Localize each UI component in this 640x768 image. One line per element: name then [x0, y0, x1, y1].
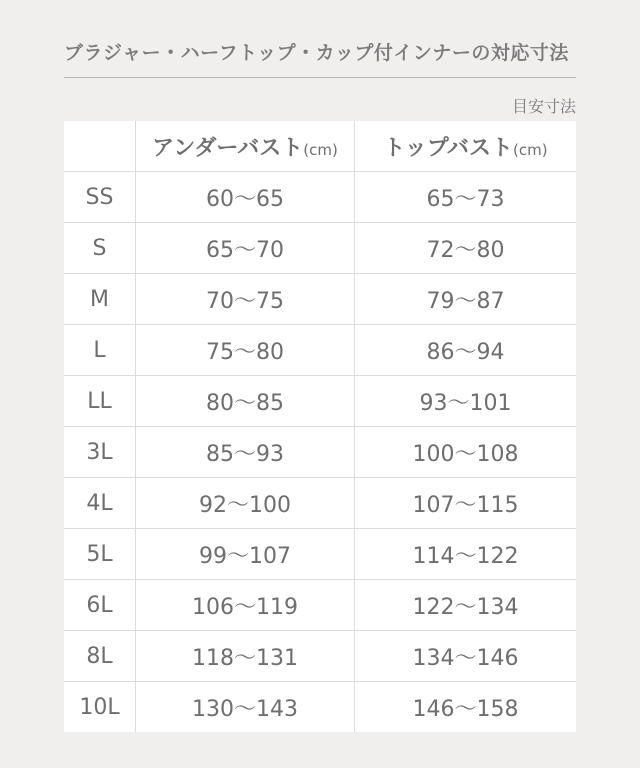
header-top-bust — [355, 121, 577, 172]
under-bust-cell: 75〜80 — [136, 325, 355, 376]
table-row — [64, 682, 576, 733]
size-chart-table — [64, 121, 576, 732]
under-bust-cell: 65〜70 — [136, 223, 355, 274]
under-bust-cell: 70〜75 — [136, 274, 355, 325]
under-bust-cell: 130〜143 — [136, 682, 355, 733]
size-cell: 6L — [64, 580, 136, 631]
top-bust-cell: 114〜122 — [355, 529, 577, 580]
size-cell: SS — [64, 172, 136, 223]
top-bust-cell: 146〜158 — [412, 696, 519, 722]
header-top-bust-unit: (cm) — [513, 140, 548, 159]
table-row — [64, 172, 576, 223]
under-bust-cell: 80〜85 — [136, 376, 355, 427]
top-bust-cell: 122〜134 — [355, 580, 577, 631]
top-bust-cell: 100〜108 — [355, 427, 577, 478]
table-row — [64, 223, 576, 274]
size-cell: LL — [64, 376, 136, 427]
table-row — [64, 529, 576, 580]
table-row — [64, 478, 576, 529]
table-header-row — [64, 121, 576, 172]
measurement-note: 目安寸法 — [511, 97, 576, 116]
top-bust-cell: 65〜73 — [355, 172, 577, 223]
under-bust-cell: 85〜93 — [136, 427, 355, 478]
header-under-bust — [136, 121, 355, 172]
header-under-bust-unit: (cm) — [303, 140, 338, 159]
size-cell: 5L — [64, 529, 136, 580]
table-row — [64, 325, 576, 376]
under-bust-cell: 118〜131 — [136, 631, 355, 682]
title-divider — [64, 77, 576, 78]
table-row — [64, 631, 576, 682]
table-row — [64, 376, 576, 427]
table-row — [64, 427, 576, 478]
header-under-bust-label: アンダーバスト — [152, 135, 304, 161]
header-size — [64, 121, 136, 172]
size-cell: 8L — [64, 631, 136, 682]
size-cell: 10L — [64, 682, 136, 733]
size-cell: L — [64, 325, 136, 376]
top-bust-cell: 79〜87 — [355, 274, 577, 325]
top-bust-cell: 72〜80 — [355, 223, 577, 274]
table-row — [64, 274, 576, 325]
top-bust-cell: 107〜115 — [355, 478, 577, 529]
table-row — [64, 580, 576, 631]
under-bust-cell: 60〜65 — [136, 172, 355, 223]
top-bust-cell: 134〜146 — [355, 631, 577, 682]
under-bust-cell: 99〜107 — [136, 529, 355, 580]
size-cell: M — [64, 274, 136, 325]
header-top-bust-label: トップバスト — [383, 135, 513, 161]
size-cell: S — [64, 223, 136, 274]
under-bust-cell: 92〜100 — [136, 478, 355, 529]
under-bust-cell: 106〜119 — [136, 580, 355, 631]
size-cell: 4L — [64, 478, 136, 529]
top-bust-cell: 86〜94 — [355, 325, 577, 376]
size-cell: 3L — [64, 427, 136, 478]
top-bust-cell: 93〜101 — [355, 376, 577, 427]
page-title: ブラジャー・ハーフトップ・カップ付インナーの対応寸法 — [64, 42, 569, 64]
